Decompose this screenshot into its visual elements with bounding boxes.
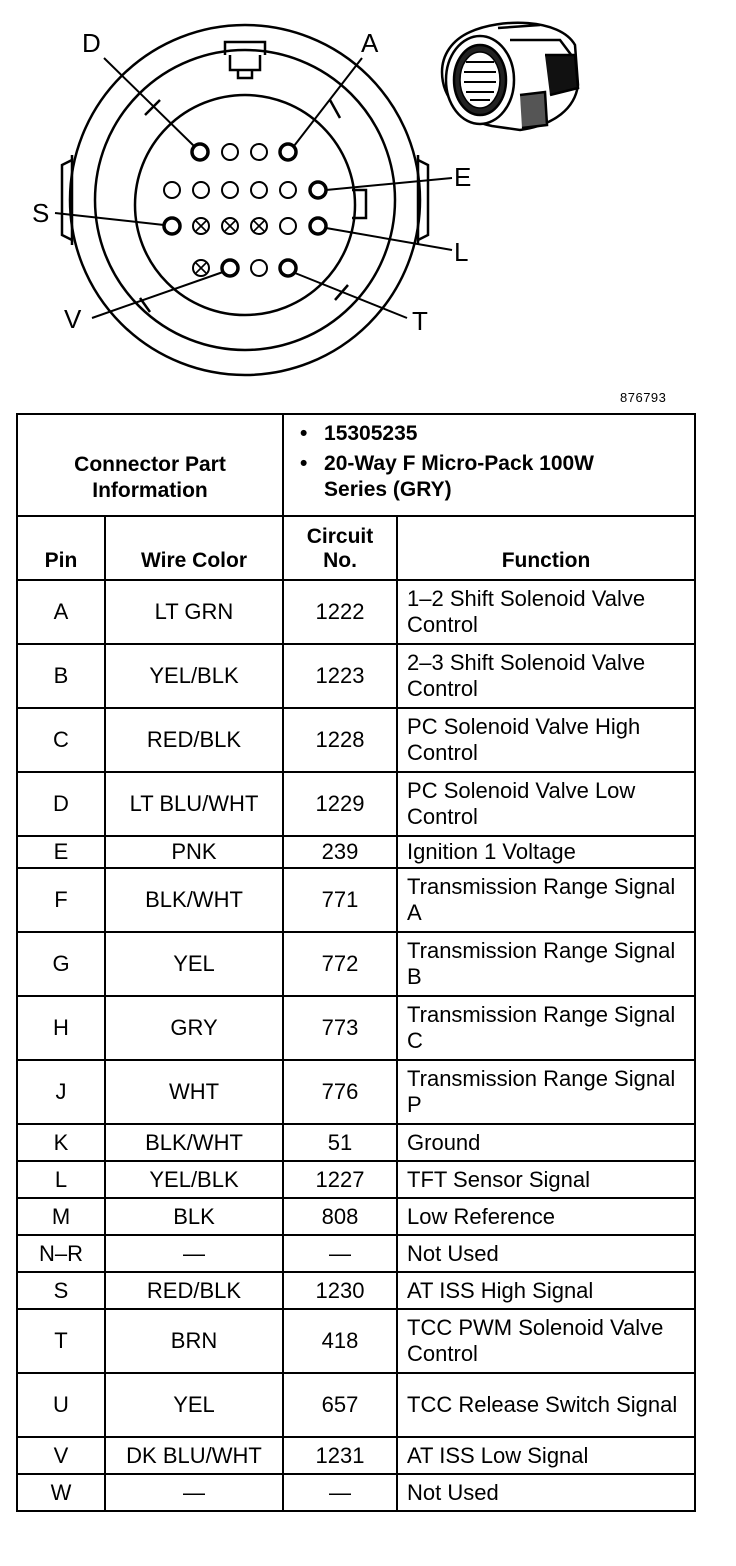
wire-color-cell: RED/BLK: [105, 708, 283, 772]
table-row: [17, 1161, 695, 1198]
pin-cell: A: [17, 580, 105, 644]
function-cell: Ground: [397, 1124, 695, 1161]
table-row: [17, 836, 695, 868]
col-wire-color: Wire Color: [105, 516, 283, 580]
pin-L: [310, 218, 326, 234]
pin-cell: N–R: [17, 1235, 105, 1272]
circuit-no-cell: 1223: [283, 644, 397, 708]
circuit-no-cell: 1231: [283, 1437, 397, 1474]
wire-color-cell: YEL/BLK: [105, 644, 283, 708]
wire-color-cell: YEL: [105, 932, 283, 996]
wire-color-cell: —: [105, 1235, 283, 1272]
pin-cell: G: [17, 932, 105, 996]
table-row: [17, 1272, 695, 1309]
callout-E: E: [454, 162, 472, 192]
pin-cell: K: [17, 1124, 105, 1161]
col-pin: Pin: [17, 516, 105, 580]
function-cell: Transmission Range Signal B: [397, 932, 695, 996]
circuit-no-cell: 1230: [283, 1272, 397, 1309]
table-row: [17, 868, 695, 932]
table-row: [17, 996, 695, 1060]
wire-color-cell: DK BLU/WHT: [105, 1437, 283, 1474]
wire-color-cell: LT GRN: [105, 580, 283, 644]
wire-color-cell: BLK/WHT: [105, 868, 283, 932]
circuit-no-cell: 1222: [283, 580, 397, 644]
table-row: [17, 1235, 695, 1272]
table-row: [17, 932, 695, 996]
table-row: [17, 772, 695, 836]
circuit-no-cell: 771: [283, 868, 397, 932]
part-number: • 15305235: [300, 422, 418, 445]
pin-cell: E: [17, 836, 105, 868]
column-header-row: [17, 516, 695, 580]
wire-color-cell: BLK/WHT: [105, 1124, 283, 1161]
function-cell: PC Solenoid Valve High Control: [397, 708, 695, 772]
col-function: Function: [397, 516, 695, 580]
circuit-no-cell: 51: [283, 1124, 397, 1161]
pin-cell: S: [17, 1272, 105, 1309]
function-cell: AT ISS Low Signal: [397, 1437, 695, 1474]
function-cell: Not Used: [397, 1235, 695, 1272]
function-cell: PC Solenoid Valve Low Control: [397, 772, 695, 836]
table-row: [17, 1437, 695, 1474]
table-row: [17, 1198, 695, 1235]
pin-cell: W: [17, 1474, 105, 1511]
wire-color-cell: YEL/BLK: [105, 1161, 283, 1198]
circuit-no-cell: 772: [283, 932, 397, 996]
circuit-no-cell: 418: [283, 1309, 397, 1373]
pin-E: [310, 182, 326, 198]
wire-color-cell: RED/BLK: [105, 1272, 283, 1309]
table-row: [17, 1309, 695, 1373]
table-row: [17, 708, 695, 772]
circuit-no-cell: —: [283, 1235, 397, 1272]
col-circuit-no: Circuit No.: [283, 516, 397, 580]
pin-cell: F: [17, 868, 105, 932]
figure-number: 876793: [620, 390, 667, 405]
wire-color-cell: GRY: [105, 996, 283, 1060]
wire-color-cell: PNK: [105, 836, 283, 868]
circuit-no-cell: 776: [283, 1060, 397, 1124]
pin-cell: C: [17, 708, 105, 772]
callout-S: S: [32, 198, 50, 228]
wire-color-cell: WHT: [105, 1060, 283, 1124]
function-cell: Transmission Range Signal P: [397, 1060, 695, 1124]
callout-L: L: [454, 237, 469, 267]
function-cell: Not Used: [397, 1474, 695, 1511]
callout-T: T: [412, 306, 428, 336]
connector-info-row: [17, 414, 695, 516]
pin-cell: V: [17, 1437, 105, 1474]
function-cell: TCC Release Switch Signal: [397, 1373, 695, 1437]
function-cell: 1–2 Shift Solenoid Valve Control: [397, 580, 695, 644]
pin-cell: H: [17, 996, 105, 1060]
function-cell: Ignition 1 Voltage: [397, 836, 695, 868]
wire-color-cell: —: [105, 1474, 283, 1511]
callout-V: V: [64, 304, 82, 334]
circuit-no-cell: 1229: [283, 772, 397, 836]
function-cell: 2–3 Shift Solenoid Valve Control: [397, 644, 695, 708]
pin-cell: L: [17, 1161, 105, 1198]
table-row: [17, 644, 695, 708]
callout-A: A: [361, 28, 379, 58]
connector-part-info-values: [283, 414, 695, 516]
wire-color-cell: BLK: [105, 1198, 283, 1235]
circuit-no-cell: 1227: [283, 1161, 397, 1198]
pin-A: [280, 144, 296, 160]
function-cell: TCC PWM Solenoid Valve Control: [397, 1309, 695, 1373]
pin-cell: U: [17, 1373, 105, 1437]
circuit-no-cell: —: [283, 1474, 397, 1511]
circuit-no-cell: 808: [283, 1198, 397, 1235]
wire-color-cell: YEL: [105, 1373, 283, 1437]
part-description: • 20-Way F Micro-Pack 100W Series (GRY): [300, 452, 595, 501]
pin-cell: J: [17, 1060, 105, 1124]
circuit-no-cell: 657: [283, 1373, 397, 1437]
connector-pinout-table: [16, 413, 696, 1512]
function-cell: Transmission Range Signal A: [397, 868, 695, 932]
table-row: [17, 580, 695, 644]
table-row: [17, 1373, 695, 1437]
circuit-no-cell: 773: [283, 996, 397, 1060]
circuit-no-cell: 239: [283, 836, 397, 868]
function-cell: AT ISS High Signal: [397, 1272, 695, 1309]
pin-cell: M: [17, 1198, 105, 1235]
function-cell: TFT Sensor Signal: [397, 1161, 695, 1198]
wire-color-cell: BRN: [105, 1309, 283, 1373]
function-cell: Transmission Range Signal C: [397, 996, 695, 1060]
table-row: [17, 1474, 695, 1511]
pin-S: [164, 218, 180, 234]
pin-cell: T: [17, 1309, 105, 1373]
connector-part-info-label: Connector Part Information: [17, 414, 283, 516]
callout-D: D: [82, 28, 101, 58]
pin-T: [280, 260, 296, 276]
circuit-no-cell: 1228: [283, 708, 397, 772]
table-row: [17, 1060, 695, 1124]
pin-cell: B: [17, 644, 105, 708]
connector-illustration-icon: [442, 23, 578, 130]
function-cell: Low Reference: [397, 1198, 695, 1235]
table-row: [17, 1124, 695, 1161]
pin-D: [192, 144, 208, 160]
pin-cell: D: [17, 772, 105, 836]
wire-color-cell: LT BLU/WHT: [105, 772, 283, 836]
connector-face-diagram: [0, 0, 736, 390]
pin-V: [222, 260, 238, 276]
